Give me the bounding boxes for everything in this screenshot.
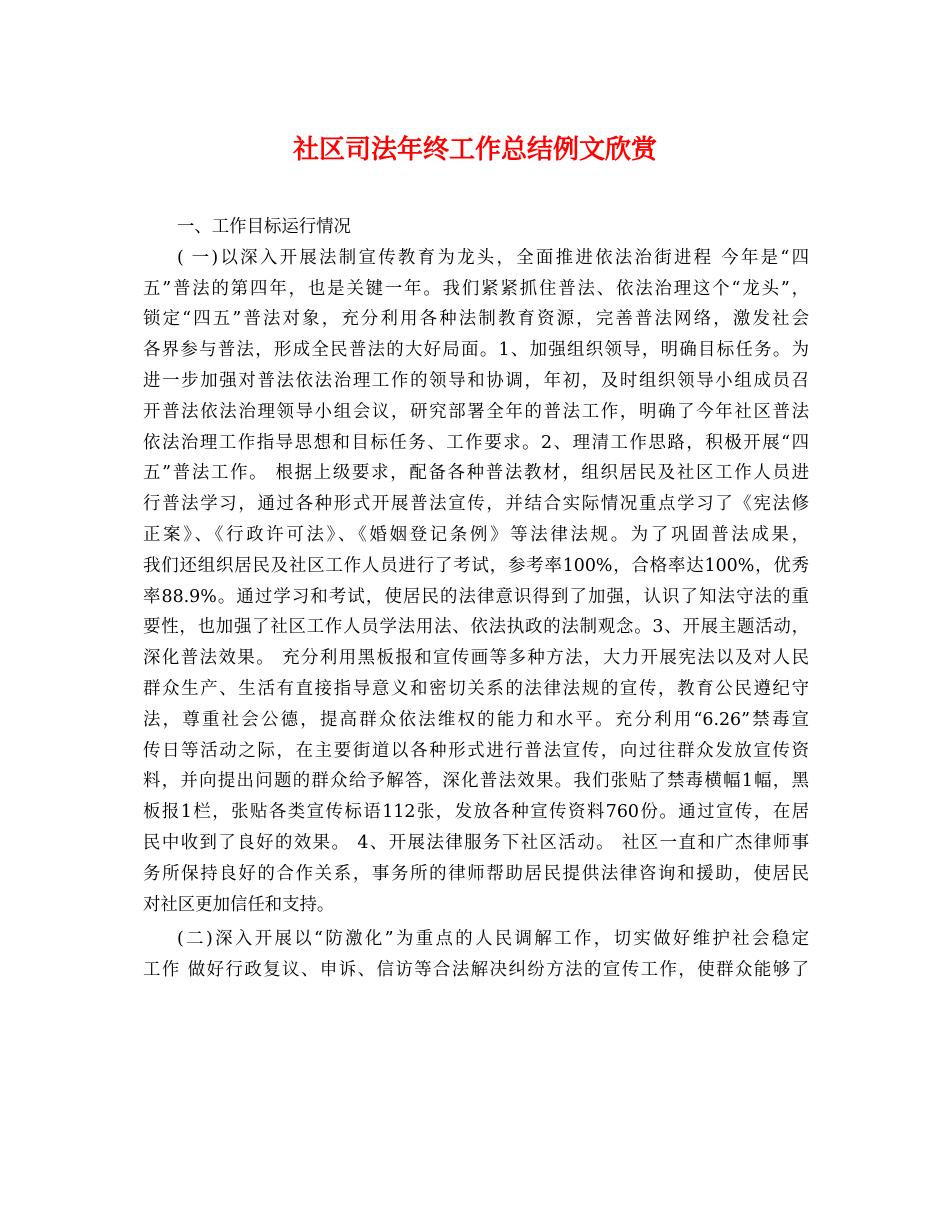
paragraph-line: 我们还组织居民及社区工作人员进行了考试，参考率100%，合格率达100%，优秀 [143,555,809,576]
document-body [143,212,809,986]
paragraph-line: 五”普法的第四年，也是关键一年。我们紧紧抓住普法、依法治理这个“龙头”， [143,278,809,299]
paragraph-line: 工作 做好行政复议、申诉、信访等合法解决纠纷方法的宣传工作，使群众能够了 [143,960,809,981]
paragraph-line: 锁定“四五”普法对象，充分利用各种法制教育资源，完善普法网络，激发社会 [143,309,809,330]
document-title: 社区司法年终工作总结例文欣赏 [292,135,657,165]
paragraph-line: ( 一)以深入开展法制宣传教育为龙头，全面推进依法治街进程 今年是“四 [177,247,809,268]
paragraph-1 [143,243,809,921]
paragraph-line: 料，并向提出问题的群众给予解答，深化普法效果。我们张贴了禁毒横幅1幅，黑 [143,771,809,792]
paragraph-line: 传日等活动之际，在主要街道以各种形式进行普法宣传，向过往群众发放宣传资 [143,740,809,761]
paragraph-line: 进一步加强对普法依法治理工作的领导和协调，年初，及时组织领导小组成员召 [143,370,809,391]
paragraph-line: 民中收到了良好的效果。 4、开展法律服务下社区活动。 社区一直和广杰律师事 [143,832,809,853]
paragraph-line: 依法治理工作指导思想和目标任务、工作要求。2、理清工作思路，积极开展“四 [143,432,809,453]
paragraph-line: 率88.9%。通过学习和考试，使居民的法律意识得到了加强，认识了知法守法的重 [143,586,809,607]
paragraph-line: 五”普法工作。 根据上级要求，配备各种普法教材，组织居民及社区工作人员进 [143,463,809,484]
paragraph-line: (二)深入开展以“防激化”为重点的人民调解工作，切实做好维护社会稳定 [177,929,809,950]
section-heading: 一、工作目标运行情况 [177,217,351,237]
paragraph-line: 各界参与普法，形成全民普法的大好局面。1、加强组织领导，明确目标任务。为 [143,340,809,361]
paragraph-line: 对社区更加信任和支持。 [143,894,335,915]
paragraph-line: 要性，也加强了社区工作人员学法用法、依法执政的法制观念。3、开展主题活动， [143,617,809,638]
paragraph-2 [143,924,809,986]
paragraph-line: 正案》、《行政许可法》、《婚姻登记条例》等法律法规。为了巩固普法成果， [143,524,809,545]
paragraph-line: 深化普法效果。 充分利用黑板报和宣传画等多种方法，大力开展宪法以及对人民 [143,648,809,669]
paragraph-line: 群众生产、生活有直接指导意义和密切关系的法律法规的宣传，教育公民遵纪守 [143,678,809,699]
paragraph-line: 开普法依法治理领导小组会议，研究部署全年的普法工作，明确了今年社区普法 [143,401,809,422]
paragraph-line: 行普法学习，通过各种形式开展普法宣传，并结合实际情况重点学习了《宪法修 [143,494,809,515]
paragraph-line: 法，尊重社会公德，提高群众依法维权的能力和水平。充分利用“6.26”禁毒宣 [143,709,809,730]
paragraph-line: 板报1栏，张贴各类宣传标语112张，发放各种宣传资料760份。通过宣传，在居 [143,802,809,823]
paragraph-line: 务所保持良好的合作关系，事务所的律师帮助居民提供法律咨询和援助，使居民 [143,863,809,884]
